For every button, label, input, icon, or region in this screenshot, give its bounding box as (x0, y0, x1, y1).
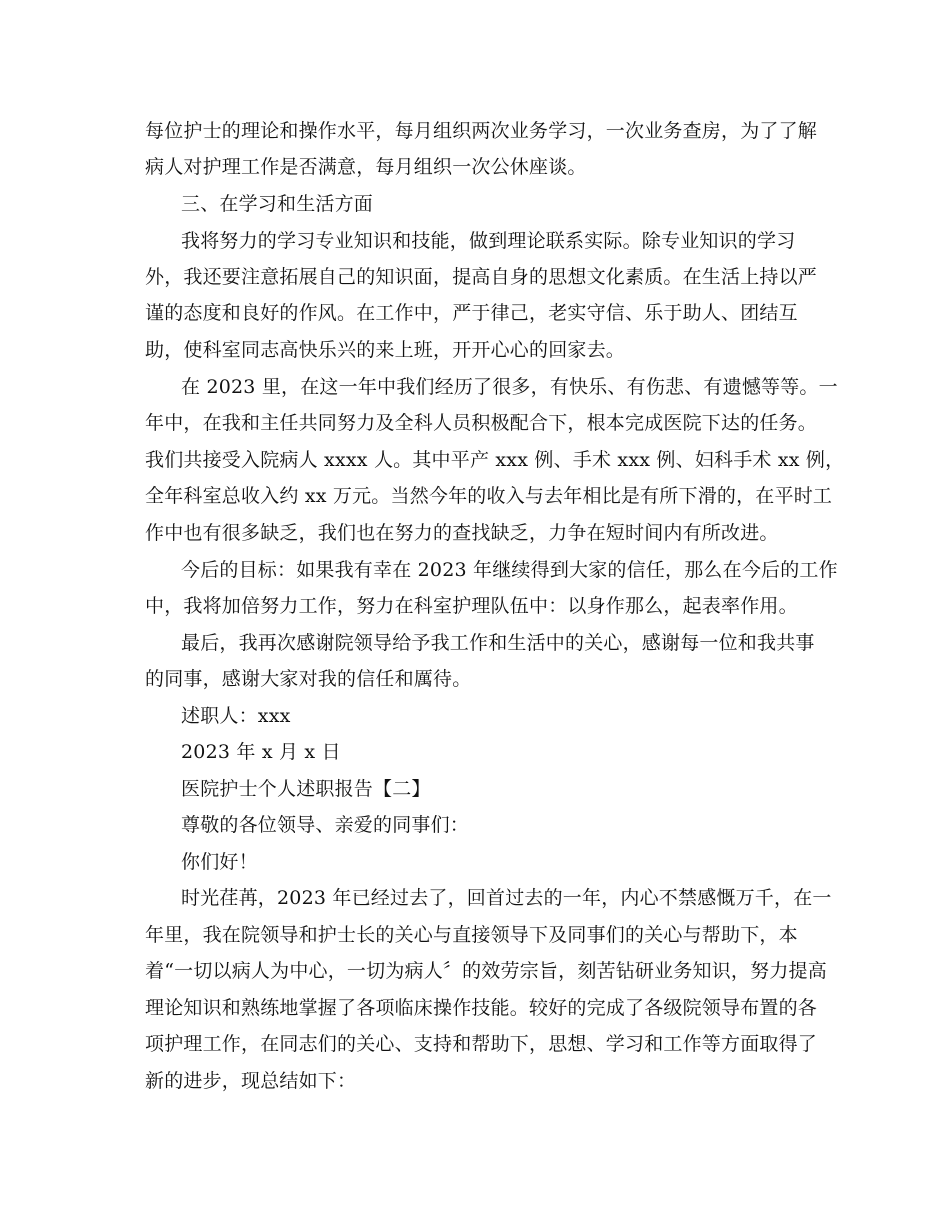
text-line: 着“一切以病人为中心，一切为病人〞的效劳宗旨，刻苦钻研业务知识，努力提高 (145, 960, 827, 982)
text-line: 谨的态度和良好的作风。在工作中，严于律己，老实守信、乐于助人、团结互 (145, 302, 798, 324)
report-title: 医院护士个人述职报告【二】 (181, 778, 431, 800)
salutation: 尊敬的各位领导、亲爱的同事们： (181, 814, 470, 836)
text-line: 助，使科室同志高快乐兴的来上班，开开心心的回家去。 (145, 339, 626, 361)
date-line: 2023 年 x 月 x 日 (181, 741, 341, 763)
text-line: 在 2023 里，在这一年中我们经历了很多，有快乐、有伤悲、有遗憾等等。一 (181, 376, 838, 398)
greeting: 你们好！ (181, 851, 258, 873)
text-line: 我将努力的学习专业知识和技能，做到理论联系实际。除专业知识的学习 (181, 230, 796, 252)
text-line: 病人对护理工作是否满意，每月组织一次公休座谈。 (145, 156, 587, 178)
signature-line: 述职人：xxx (181, 705, 291, 727)
section-heading: 三、在学习和生活方面 (181, 193, 374, 215)
text-line: 时光荏苒，2023 年已经过去了，回首过去的一年，内心不禁感慨万千，在一 (181, 887, 832, 909)
text-line: 项护理工作，在同志们的关心、支持和帮助下，思想、学习和工作等方面取得了 (145, 1033, 818, 1055)
text-line: 理论知识和熟练地掌握了各项临床操作技能。较好的完成了各级院领导布置的各 (145, 997, 818, 1019)
text-line: 中，我将加倍努力工作，努力在科室护理队伍中：以身作那么，起表率作用。 (145, 595, 798, 617)
text-line: 年里，我在院领导和护士长的关心与直接领导下及同事们的关心与帮助下，本 (145, 924, 798, 946)
text-line: 我们共接受入院病人 xxxx 人。其中平产 xxx 例、手术 xxx 例、妇科手术 xx 例， (145, 449, 845, 471)
text-line: 今后的目标：如果我有幸在 2023 年继续得到大家的信任，那么在今后的工作 (181, 559, 838, 581)
text-line: 最后，我再次感谢院领导给予我工作和生活中的关心，感谢每一位和我共事 (181, 632, 815, 654)
text-line: 新的进步，现总结如下： (145, 1070, 357, 1092)
text-line: 年中，在我和主任共同努力及全科人员积极配合下，根本完成医院下达的任务。 (145, 412, 818, 434)
text-line: 作中也有很多缺乏，我们也在努力的查找缺乏，力争在短时间内有所改进。 (145, 522, 779, 544)
text-line: 的同事，感谢大家对我的信任和厲待。 (145, 668, 472, 690)
text-line: 全年科室总收入约 xx 万元。当然今年的收入与去年相比是有所下滑的，在平时工 (145, 485, 833, 507)
text-line: 每位护士的理论和操作水平，每月组织两次业务学习，一次业务查房，为了了解 (145, 120, 818, 142)
text-line: 外，我还要注意拓展自己的知识面，提高自身的思想文化素质。在生活上持以严 (145, 266, 818, 288)
